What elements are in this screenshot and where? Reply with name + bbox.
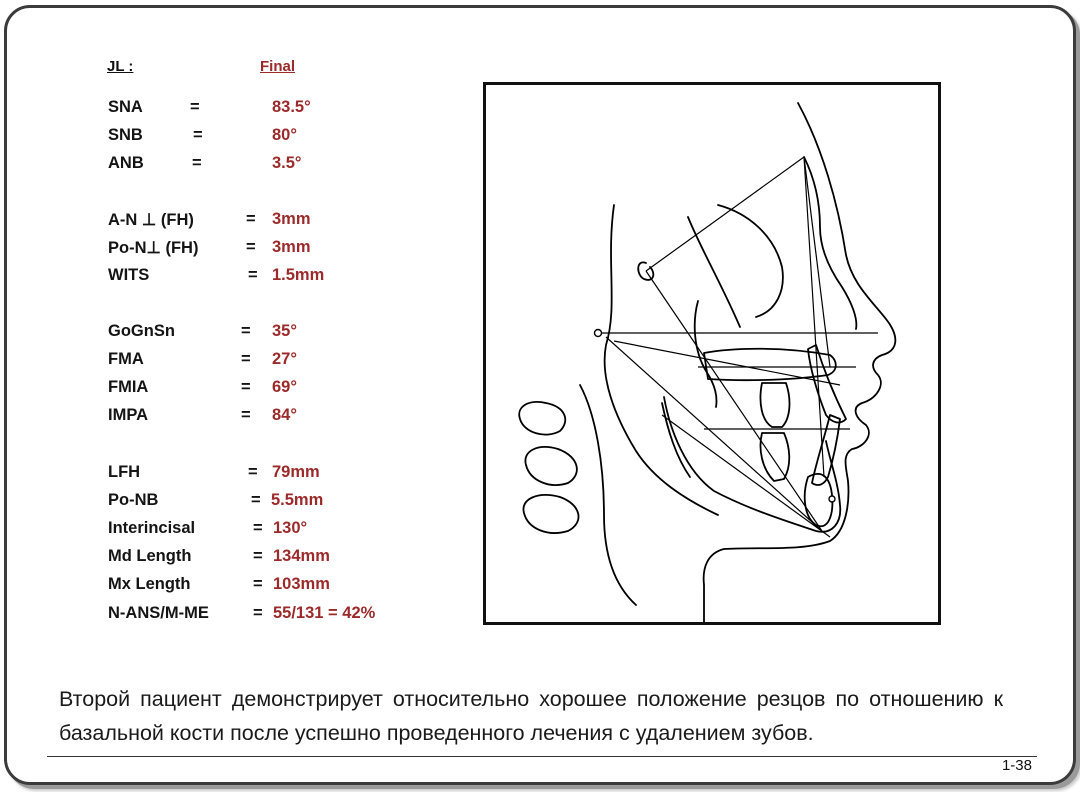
measurement-value: 80°: [272, 126, 297, 144]
measurement-value: 1.5mm: [272, 266, 325, 284]
equals-sign: =: [241, 322, 251, 340]
measurement-value: 69°: [272, 378, 297, 396]
equals-sign: =: [190, 98, 200, 116]
pogonion-landmark: [829, 496, 835, 502]
footer-divider: [47, 756, 1037, 757]
equals-sign: =: [253, 575, 263, 593]
equals-sign: =: [251, 491, 261, 509]
equals-sign: =: [193, 126, 203, 144]
measurement-name: N-ANS/M-ME: [108, 604, 209, 622]
n-a-line: [804, 157, 830, 367]
facial-axis: [614, 341, 840, 385]
measurement-name: FMIA: [108, 378, 149, 396]
measurement-name: IMPA: [108, 406, 149, 424]
measurement-value: 83.5°: [272, 98, 311, 116]
measurement-name: Interincisal: [108, 519, 196, 537]
mandible-outline: [664, 397, 840, 532]
vertebra-1: [519, 402, 565, 435]
measurement-name: WITS: [108, 266, 150, 284]
measurement-value: 55/131 = 42%: [273, 604, 376, 622]
measurement-value: 35°: [272, 322, 297, 340]
equals-sign: =: [248, 463, 258, 481]
mandibular-plane: [662, 415, 830, 537]
soft-tissue-profile: [704, 103, 896, 622]
equals-sign: =: [253, 604, 263, 622]
cephalometric-tracing-svg: [486, 85, 938, 622]
equals-sign: =: [253, 519, 263, 537]
measurement-name: Po-NB: [108, 491, 159, 509]
measurement-name: GoGnSn: [108, 322, 175, 340]
upper-molar: [760, 383, 789, 427]
measurement-name: Mx Length: [108, 575, 191, 593]
vertebra-2: [525, 447, 576, 485]
measurement-name: SNA: [108, 98, 143, 116]
equals-sign: =: [253, 547, 263, 565]
porion-landmark: [595, 330, 602, 337]
measurement-value: 3mm: [272, 210, 311, 228]
patient-label: JL :: [107, 58, 134, 75]
measurement-name: SNB: [108, 126, 143, 144]
measurement-value: 130°: [273, 519, 308, 537]
measurement-value: 79mm: [272, 463, 320, 481]
equals-sign: =: [248, 266, 258, 284]
measurement-name: ANB: [108, 154, 144, 172]
sn-line: [646, 157, 804, 271]
measurement-value: 84°: [272, 406, 297, 424]
s-gn-line: [646, 271, 822, 531]
page-number: 1-38: [1001, 757, 1032, 774]
cephalometric-tracing-figure: [483, 82, 941, 625]
measurement-value: 27°: [272, 350, 297, 368]
final-column-header: Final: [260, 58, 296, 75]
equals-sign: =: [241, 406, 251, 424]
lower-molar: [761, 433, 790, 481]
upper-incisor: [808, 345, 846, 422]
slide-caption: Второй пациент демонстрирует относительно хорошее положение резцов по отношению к базальной кости после успешно проведенного лечения с удалением зубов.: [59, 686, 1003, 745]
equals-sign: =: [192, 154, 202, 172]
equals-sign: =: [241, 350, 251, 368]
measurement-name: FMA: [108, 350, 144, 368]
cervical-column: [580, 385, 636, 605]
measurement-value: 5.5mm: [271, 491, 324, 509]
measurement-value: 3.5°: [272, 154, 302, 172]
equals-sign: =: [246, 238, 256, 256]
measurement-value: 134mm: [273, 547, 330, 565]
measurement-value: 3mm: [272, 238, 311, 256]
equals-sign: =: [246, 210, 256, 228]
measurement-name: LFH: [108, 463, 141, 481]
measurement-name: Po-N⊥ (FH): [108, 239, 199, 257]
ptm-fissure: [695, 301, 717, 407]
measurement-name: Md Length: [108, 547, 192, 565]
equals-sign: =: [241, 378, 251, 396]
measurement-name: A-N ⊥ (FH): [108, 211, 194, 229]
go-gn-line: [606, 337, 822, 531]
vertebra-3: [523, 495, 578, 533]
measurement-value: 103mm: [273, 575, 330, 593]
